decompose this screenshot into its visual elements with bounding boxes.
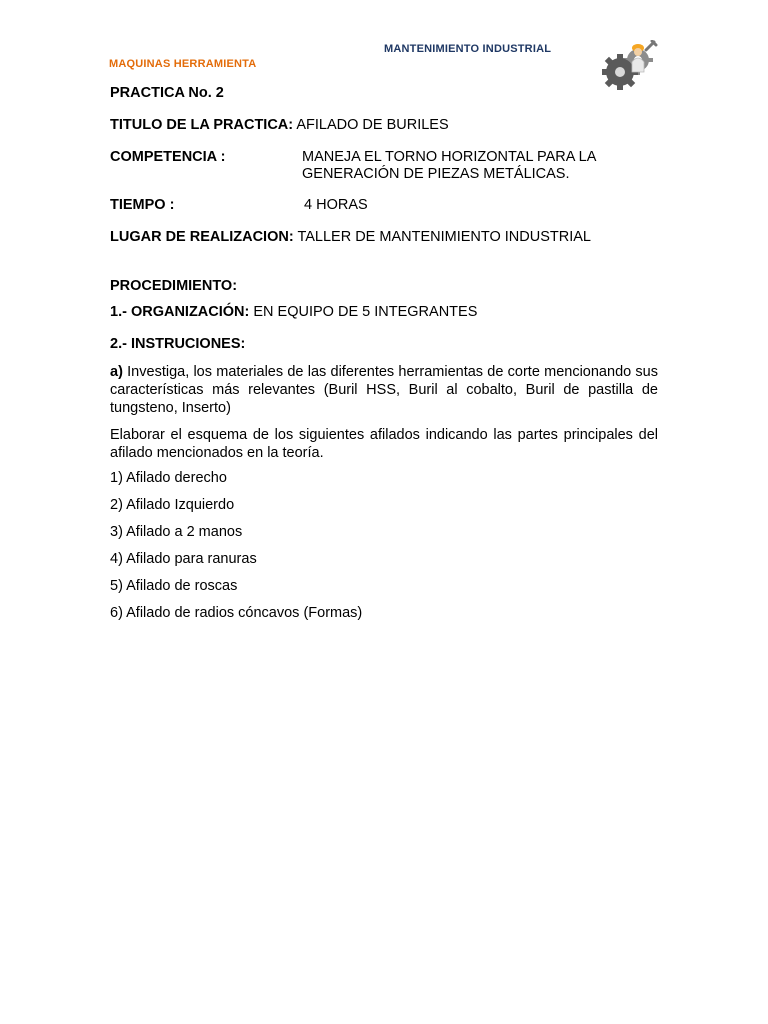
place-row <box>110 229 591 245</box>
organization-value: EN EQUIPO DE 5 INTEGRANTES <box>253 304 478 320</box>
organization-label: 1.- ORGANIZACIÓN: <box>110 304 250 320</box>
header-right-title: MANTENIMIENTO INDUSTRIAL <box>384 43 552 55</box>
time-value: 4 HORAS <box>304 197 368 213</box>
instruction-a-label: a) <box>110 364 123 380</box>
instruction-a-paragraph <box>110 363 658 417</box>
competence-value-line1: MANEJA EL TORNO HORIZONTAL PARA LA <box>302 149 597 165</box>
header-left-title: MAQUINAS HERRAMIENTA <box>109 58 257 70</box>
practice-number: PRACTICA No. 2 <box>110 85 224 101</box>
procedure-heading: PROCEDIMIENTO: <box>110 278 238 294</box>
list-item: 1) Afilado derecho <box>110 470 227 486</box>
list-item: 4) Afilado para ranuras <box>110 551 257 567</box>
organization-row <box>110 304 477 320</box>
instructions-label: 2.- INSTRUCIONES: <box>110 336 246 352</box>
practice-title-value: AFILADO DE BURILES <box>296 117 449 133</box>
scheme-paragraph: Elaborar el esquema de los siguientes afilados indicando las partes principales del afilado mencionados en la teoría. <box>110 427 658 461</box>
instruction-a-text: Investiga, los materiales de las diferentes herramientas de corte mencionando sus características más relevantes (Buril HSS, Buril al cobalto, Buril de pastilla de tungsteno, Inserto) <box>110 364 658 416</box>
list-item: 6) Afilado de radios cóncavos (Formas) <box>110 605 363 621</box>
practice-title-label: TITULO DE LA PRACTICA: <box>110 117 294 133</box>
list-item: 2) Afilado Izquierdo <box>110 497 235 513</box>
place-label: LUGAR DE REALIZACION: <box>110 229 294 245</box>
list-item: 5) Afilado de roscas <box>110 578 238 594</box>
competence-value-line2: GENERACIÓN DE PIEZAS METÁLICAS. <box>302 166 570 182</box>
place-value: TALLER DE MANTENIMIENTO INDUSTRIAL <box>297 229 591 245</box>
gear-worker-logo-icon <box>600 40 660 94</box>
competence-label: COMPETENCIA : <box>110 149 226 165</box>
time-label: TIEMPO : <box>110 197 175 213</box>
list-item: 3) Afilado a 2 manos <box>110 524 243 540</box>
practice-title-row <box>110 117 449 133</box>
